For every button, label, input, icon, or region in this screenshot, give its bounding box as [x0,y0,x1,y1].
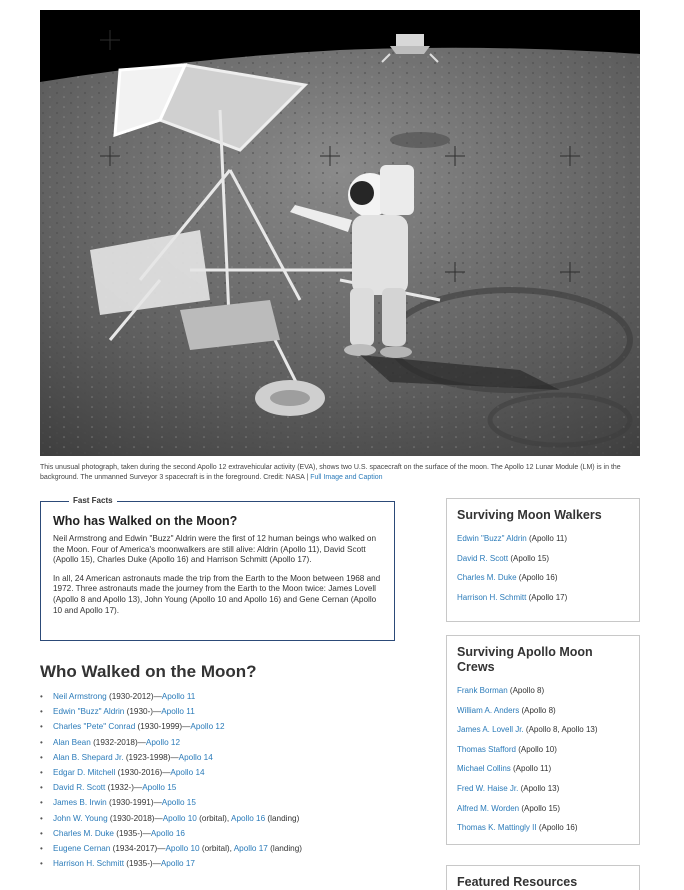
fast-facts-paragraph-2: In all, 24 American astronauts made the trip from the Earth to the Moon between 1968 and 1972. Three astronauts made the journey from the Earth to the Moon twice: James Lovell (Apollo 8 and Apollo 13), John Young (Apollo 10 and Apollo 16) and Gene Cernan (Apollo 10 and Apollo 17). [53,573,381,615]
featured-resources-title: Featured Resources [457,875,578,889]
astronaut-detail: (Apollo 15) [508,553,550,563]
astronaut-link[interactable]: Alfred M. Worden [457,803,520,813]
mission-link[interactable]: Apollo 17 [233,844,268,854]
walker-years: (1932-2018)— [90,737,146,747]
moon-walkers-list [40,689,302,871]
list-item [457,759,629,779]
mission-link[interactable]: Apollo 11 [161,707,195,717]
astronaut-link[interactable]: Thomas Stafford [457,744,516,754]
list-item [457,779,629,799]
walker-years: (1930-2012)— [106,692,162,701]
walker-link[interactable]: Charles "Pete" Conrad [53,722,136,732]
astronaut-link[interactable]: Frank Borman [457,686,508,695]
mission-note: (landing) [267,844,303,854]
mission-link[interactable]: Apollo 11 [161,692,196,701]
list-item [40,719,302,734]
astronaut-detail: (Apollo 11) [526,534,568,543]
mission-note: (orbital), [199,844,234,854]
walker-years: (1930-)— [124,707,162,717]
astronaut-link[interactable]: Thomas K. Mattingly II [457,823,537,833]
list-item [40,841,302,856]
list-item [40,795,302,810]
walker-years: (1930-2016)— [115,768,171,778]
list-item [40,780,302,795]
mission-link[interactable]: Apollo 17 [160,859,195,869]
astronaut-link[interactable]: James A. Lovell Jr. [457,725,524,735]
astronaut-link[interactable]: Michael Collins [457,764,511,774]
list-item [40,765,302,780]
walker-link[interactable]: John W. Young [53,813,108,823]
surviving-moon-walkers-box [446,498,640,622]
surviving-crews-title: Surviving Apollo Moon Crews [457,645,593,674]
mission-link[interactable]: Apollo 14 [178,752,213,762]
astronaut-detail: (Apollo 13) [518,783,560,793]
walker-years: (1930-2018)— [107,813,163,823]
list-item [457,529,629,549]
list-item [457,720,629,740]
astronaut-link[interactable]: Fred W. Haise Jr. [457,783,519,793]
photo-caption [40,463,640,482]
featured-resources-box [446,865,640,890]
list-item [457,799,629,819]
full-image-caption-link[interactable]: Full Image and Caption [310,473,383,481]
who-walked-heading: Who Walked on the Moon? [40,662,257,681]
astronaut-detail: (Apollo 16) [516,573,558,583]
list-item [457,701,629,721]
mission-note: (orbital), [196,813,231,823]
walker-link[interactable]: Harrison H. Schmitt [53,859,124,869]
list-item [40,750,302,765]
mission-note: (landing) [265,813,300,823]
walker-link[interactable]: Neil Armstrong [53,692,107,701]
apollo-12-photo [40,10,640,456]
walker-link[interactable]: Edgar D. Mitchell [53,768,116,778]
astronaut-detail: (Apollo 11) [510,764,552,774]
list-item [457,740,629,760]
fast-facts-title: Who has Walked on the Moon? [53,514,238,528]
astronaut-link[interactable]: William A. Anders [457,705,520,715]
astronaut-detail: (Apollo 15) [519,803,561,813]
walker-link[interactable]: Edwin "Buzz" Aldrin [53,707,125,717]
astronaut-detail: (Apollo 8) [507,686,545,695]
list-item [457,681,629,701]
astronaut-link[interactable]: Harrison H. Schmitt [457,592,527,602]
astronaut-link[interactable]: Edwin "Buzz" Aldrin [457,534,527,543]
list-item [457,818,629,838]
mission-link[interactable]: Apollo 10 [162,813,197,823]
mission-link[interactable]: Apollo 12 [190,722,225,732]
astronaut-detail: (Apollo 17) [526,592,568,602]
walker-link[interactable]: David R. Scott [53,783,106,793]
walker-years: (1935-)— [113,828,151,838]
list-item [40,735,302,750]
list-item [40,811,302,826]
astronaut-detail: (Apollo 10) [516,744,557,754]
mission-link[interactable]: Apollo 16 [150,828,185,838]
fast-facts-box [40,496,395,641]
surviving-walkers-title: Surviving Moon Walkers [457,508,602,522]
list-item [40,856,302,871]
list-item [457,568,629,588]
walker-link[interactable]: James B. Irwin [53,798,107,808]
fast-facts-paragraph-1: Neil Armstrong and Edwin "Buzz" Aldrin were the first of 12 human beings who walked on the Moon. Four of America's moonwalkers are still alive: Aldrin (Apollo 11), David Scott (Apollo 15), Charles Duke (Apollo 16) and Harrison Schmitt (Apollo 17). [53,534,377,565]
walker-link[interactable]: Alan Bean [53,737,91,747]
list-item [40,689,302,704]
walker-years: (1930-1999)— [135,722,191,732]
list-item [40,704,302,719]
astronaut-detail: (Apollo 8) [519,705,556,715]
mission-link[interactable]: Apollo 14 [170,768,205,778]
walker-link[interactable]: Charles M. Duke [53,828,114,838]
walker-link[interactable]: Eugene Cernan [53,844,111,854]
list-item [457,549,629,569]
caption-text: This unusual photograph, taken during the second Apollo 12 extravehicular activity (EVA), shows two U.S. spacecraft on the surface of the moon. The Apollo 12 Lunar Module (LM) is in the background. The unmanned Surveyor 3 spacecraft is in the foreground. Credit: NASA | [40,464,621,481]
astronaut-link[interactable]: David R. Scott [457,553,509,563]
surviving-apollo-crews-box [446,635,640,845]
mission-link[interactable]: Apollo 12 [145,737,181,747]
walker-years: (1930-1991)— [106,798,162,808]
walker-years: (1923-1998)— [123,752,179,762]
list-item [40,826,302,841]
walker-link[interactable]: Alan B. Shepard Jr. [53,752,124,762]
fast-facts-legend: Fast Facts [69,496,117,505]
astronaut-detail: (Apollo 8, Apollo 13) [523,725,598,735]
list-item [457,588,629,608]
mission-link[interactable]: Apollo 16 [231,813,266,823]
walker-years: (1932-)— [105,783,143,793]
mission-link[interactable]: Apollo 15 [142,783,177,793]
mission-link[interactable]: Apollo 15 [161,798,196,808]
walker-years: (1934-2017)— [110,844,166,854]
mission-link[interactable]: Apollo 10 [165,844,200,854]
walker-years: (1935-)— [123,859,161,869]
astronaut-link[interactable]: Charles M. Duke [457,573,517,583]
astronaut-detail: (Apollo 16) [536,823,578,833]
